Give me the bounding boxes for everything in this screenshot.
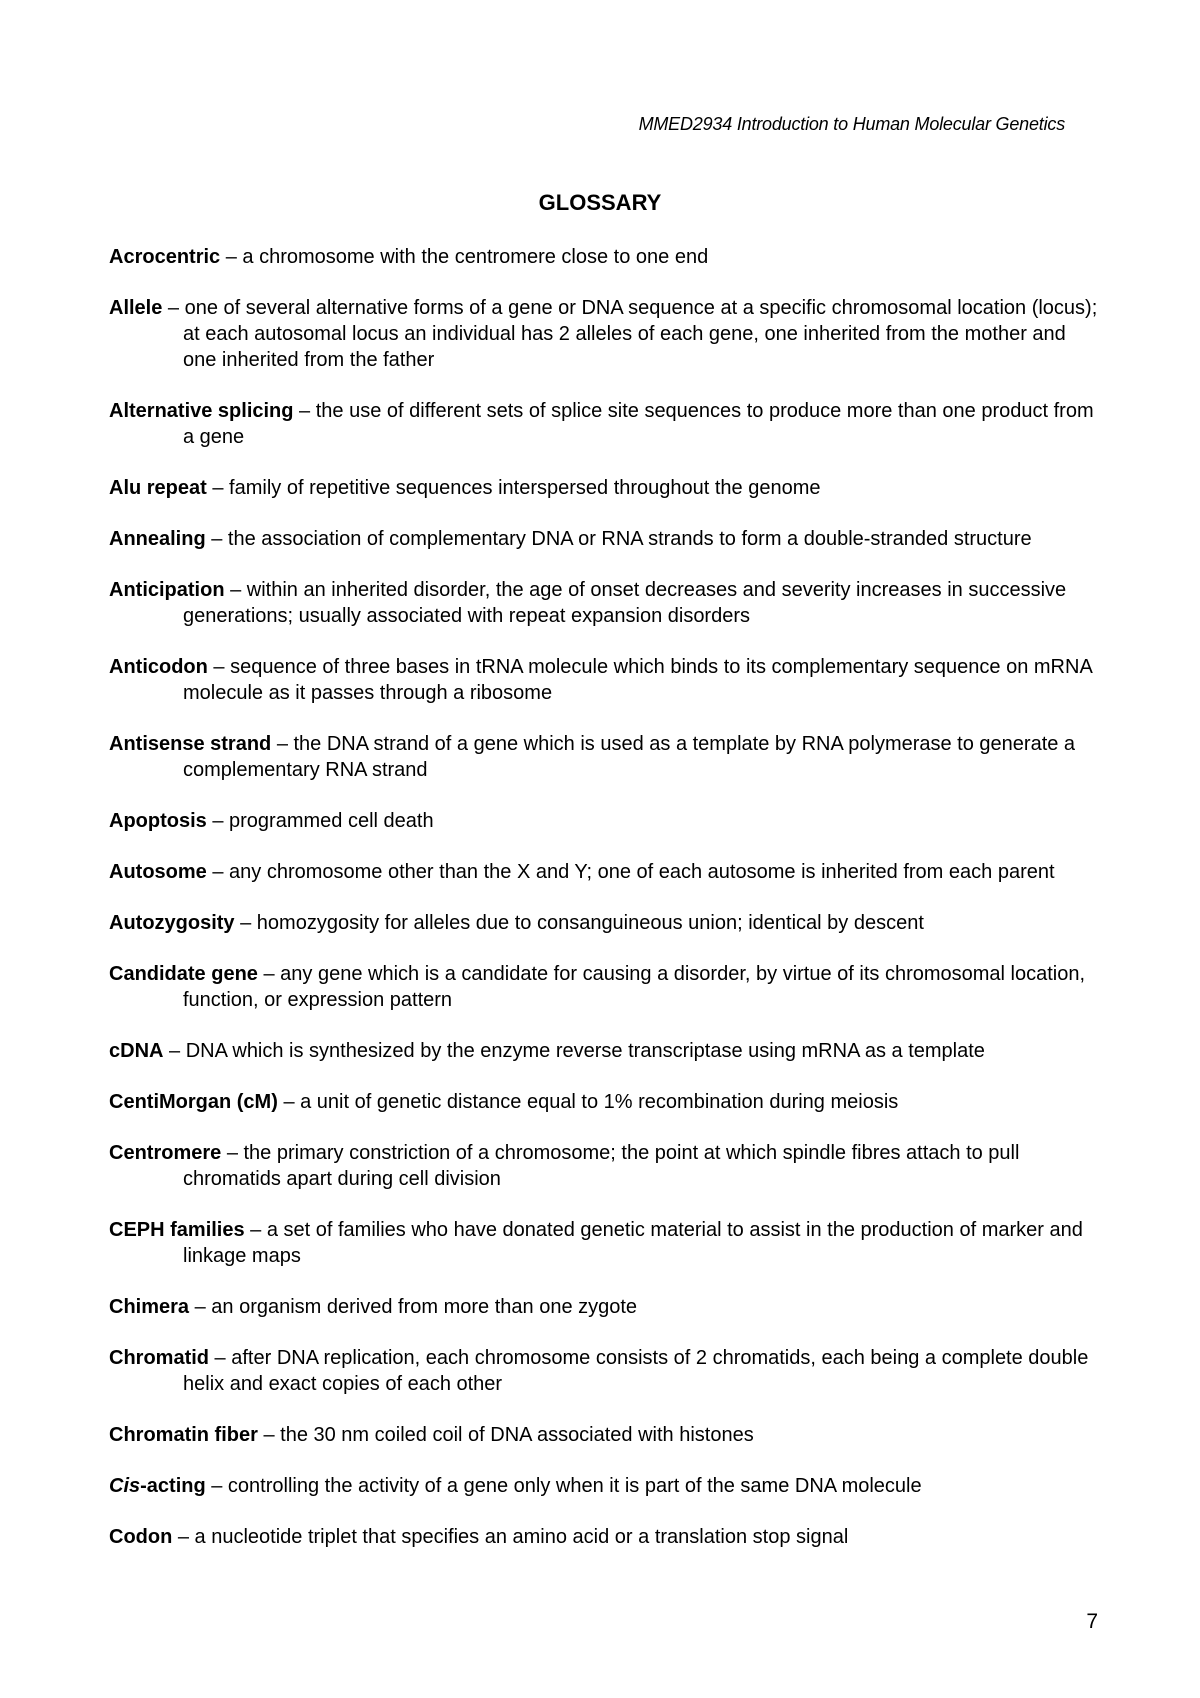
glossary-entry	[109, 526, 1099, 552]
glossary-entry	[109, 910, 1099, 936]
glossary-entry	[109, 1089, 1099, 1115]
glossary-term: CEPH families	[109, 1219, 245, 1241]
glossary-definition: – the use of different sets of splice site sequences to produce more than one product from a gene	[183, 400, 1094, 448]
glossary-entry	[109, 398, 1099, 450]
glossary-term: Chimera	[109, 1296, 190, 1318]
glossary-entry	[109, 961, 1099, 1013]
glossary-definition: – one of several alternative forms of a gene or DNA sequence at a specific chromosomal location (locus); at each autosomal locus an individual has 2 alleles of each gene, one inherited from the mother and one inherited from the father	[162, 297, 1098, 371]
glossary-entry	[109, 577, 1099, 629]
glossary-entry	[109, 1140, 1099, 1192]
glossary-term: CentiMorgan (cM)	[109, 1091, 278, 1113]
glossary-term: -acting	[140, 1475, 206, 1497]
glossary-entry	[109, 1422, 1099, 1448]
glossary-entry	[109, 808, 1099, 834]
glossary-term: cDNA	[109, 1040, 164, 1062]
glossary-entry	[109, 1524, 1099, 1550]
glossary-definition: – the 30 nm coiled coil of DNA associated with histones	[257, 1424, 754, 1446]
glossary-term: Annealing	[109, 528, 206, 550]
glossary-term: Chromatid	[109, 1347, 209, 1369]
glossary-term: Candidate gene	[109, 963, 258, 985]
glossary-definition: – family of repetitive sequences interspersed throughout the genome	[206, 477, 821, 499]
glossary-term: Autozygosity	[109, 912, 235, 934]
glossary-entry	[109, 731, 1099, 783]
glossary-definition: – DNA which is synthesized by the enzyme reverse transcriptase using mRNA as a template	[163, 1040, 985, 1062]
glossary-definition: – the primary constriction of a chromosome; the point at which spindle fibres attach to pull chromatids apart during cell division	[183, 1142, 1020, 1190]
page-title: GLOSSARY	[538, 190, 662, 215]
glossary-term: Alternative splicing	[109, 400, 294, 422]
glossary-term: Acrocentric	[109, 246, 221, 268]
glossary-entry	[109, 244, 1099, 270]
glossary-term: Anticipation	[109, 579, 225, 601]
glossary-term-italic: Cis	[109, 1475, 141, 1497]
glossary-definition: – controlling the activity of a gene only when it is part of the same DNA molecule	[205, 1475, 922, 1497]
glossary-definition: – any chromosome other than the X and Y; one of each autosome is inherited from each parent	[206, 861, 1055, 883]
glossary-term: Allele	[109, 297, 163, 319]
glossary-entry	[109, 1473, 1099, 1499]
glossary-definition: – a nucleotide triplet that specifies an amino acid or a translation stop signal	[172, 1526, 849, 1548]
glossary-term: Anticodon	[109, 656, 208, 678]
glossary-definition: – any gene which is a candidate for causing a disorder, by virtue of its chromosomal location, function, or expression pattern	[183, 963, 1086, 1011]
glossary-term: Codon	[109, 1526, 173, 1548]
glossary-definition: – homozygosity for alleles due to consanguineous union; identical by descent	[234, 912, 924, 934]
glossary-term: Autosome	[109, 861, 207, 883]
glossary-entry	[109, 1217, 1099, 1269]
glossary-definition: – within an inherited disorder, the age of onset decreases and severity increases in successive generations; usually associated with repeat expansion disorders	[183, 579, 1067, 627]
glossary-entry	[109, 295, 1099, 373]
course-header: MMED2934 Introduction to Human Molecular Genetics	[638, 114, 1065, 134]
glossary-entry	[109, 475, 1099, 501]
glossary-definition: – after DNA replication, each chromosome consists of 2 chromatids, each being a complete double helix and exact copies of each other	[183, 1347, 1089, 1395]
glossary-term: Antisense strand	[109, 733, 272, 755]
glossary-definition: – programmed cell death	[206, 810, 434, 832]
glossary-entry	[109, 1038, 1099, 1064]
glossary-term: Apoptosis	[109, 810, 207, 832]
glossary-term: Chromatin fiber	[109, 1424, 258, 1446]
glossary-term: Centromere	[109, 1142, 222, 1164]
glossary-entry	[109, 1294, 1099, 1320]
glossary-definition: – the DNA strand of a gene which is used as a template by RNA polymerase to generate a complementary RNA strand	[183, 733, 1076, 781]
glossary-term: Alu repeat	[109, 477, 207, 499]
glossary-entry	[109, 859, 1099, 885]
page-number: 7	[1086, 1610, 1098, 1633]
glossary-definition: – a unit of genetic distance equal to 1% recombination during meiosis	[277, 1091, 899, 1113]
glossary-entry	[109, 1345, 1099, 1397]
glossary-definition: – sequence of three bases in tRNA molecule which binds to its complementary sequence on mRNA molecule as it passes through a ribosome	[183, 656, 1092, 704]
glossary-entry	[109, 654, 1099, 706]
glossary-definition: – a set of families who have donated genetic material to assist in the production of marker and linkage maps	[183, 1219, 1083, 1267]
glossary-list	[109, 244, 1099, 1575]
glossary-definition: – an organism derived from more than one zygote	[189, 1296, 638, 1318]
glossary-definition: – a chromosome with the centromere close to one end	[220, 246, 709, 268]
glossary-definition: – the association of complementary DNA or RNA strands to form a double-stranded structure	[205, 528, 1032, 550]
